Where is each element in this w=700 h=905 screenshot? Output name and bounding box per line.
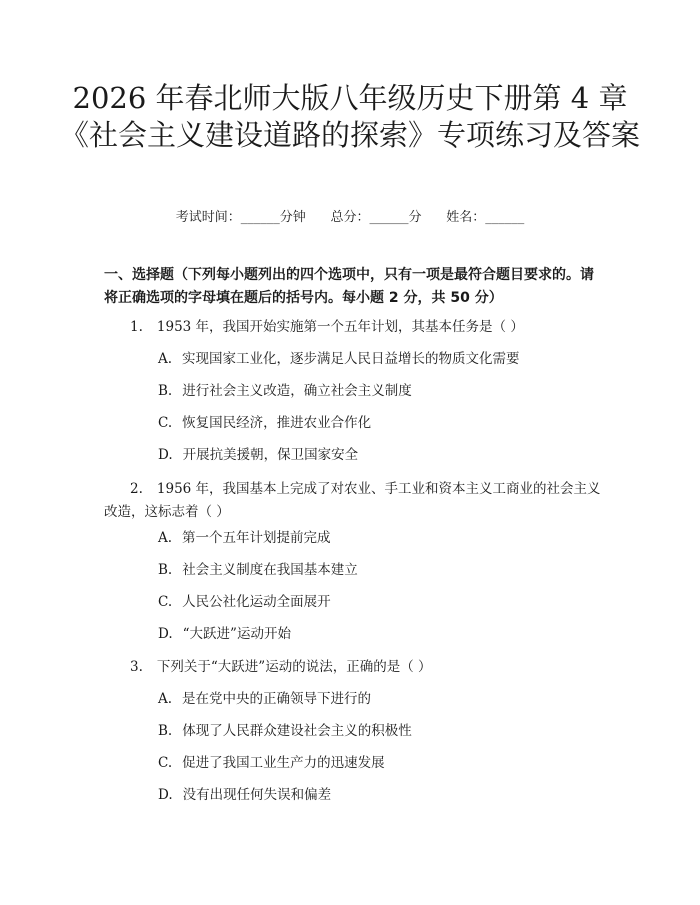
option-letter: A. xyxy=(158,530,173,546)
question-3-option-d xyxy=(158,785,598,805)
question-3-option-b xyxy=(158,721,598,741)
question-number: 2. xyxy=(130,481,143,497)
question-1-stem xyxy=(104,316,602,339)
option-letter: A. xyxy=(158,351,173,367)
question-1-option-d xyxy=(158,445,598,465)
exam-info-line: 考试时间：______分钟 总分：______分 姓名：______ xyxy=(175,210,525,225)
option-text: 进行社会主义改造，确立社会主义制度 xyxy=(182,383,412,399)
question-text: 1953 年，我国开始实施第一个五年计划，其基本任务是（ ） xyxy=(156,319,524,335)
option-text: 开展抗美援朝，保卫国家安全 xyxy=(182,447,359,463)
question-number: 3. xyxy=(130,659,143,675)
question-2-option-c xyxy=(158,592,598,612)
option-text: 社会主义制度在我国基本建立 xyxy=(182,562,358,578)
question-2-stem xyxy=(104,478,602,524)
option-text: 恢复国民经济，推进农业合作化 xyxy=(182,415,372,431)
question-3-option-a xyxy=(158,689,598,709)
option-letter: A. xyxy=(158,691,173,707)
option-text: 促进了我国工业生产力的迅速发展 xyxy=(182,755,385,771)
option-letter: B. xyxy=(158,383,173,399)
option-text: “大跃进”运动开始 xyxy=(182,626,291,642)
question-2-option-d xyxy=(158,624,598,644)
option-text: 第一个五年计划提前完成 xyxy=(182,530,331,546)
option-text: 是在党中央的正确领导下进行的 xyxy=(182,691,372,707)
section-heading: 一、选择题（下列每小题列出的四个选项中，只有一项是最符合题目要求的。请将正确选项的字母填在题后的括号内。每小题 2 分，共 50 分） xyxy=(104,267,594,306)
option-letter: C. xyxy=(158,415,173,431)
question-text: 1956 年，我国基本上完成了对农业、手工业和资本主义工商业的社会主义改造，这标志着（ ） xyxy=(104,481,601,520)
question-2-option-a xyxy=(158,528,598,548)
question-3-option-c xyxy=(158,753,598,773)
question-1-option-c xyxy=(158,413,598,433)
option-letter: C. xyxy=(158,594,173,610)
option-letter: D. xyxy=(158,626,173,642)
option-letter: B. xyxy=(158,562,173,578)
question-1-option-a xyxy=(158,349,598,369)
option-letter: D. xyxy=(158,787,173,803)
option-text: 实现国家工业化，逐步满足人民日益增长的物质文化需要 xyxy=(182,351,520,367)
option-letter: C. xyxy=(158,755,173,771)
option-text: 人民公社化运动全面展开 xyxy=(182,594,331,610)
document-title: 2026 年春北师大版八年级历史下册第 4 章《社会主义建设道路的探索》专项练习及答案 xyxy=(60,81,641,152)
question-text: 下列关于“大跃进”运动的说法，正确的是（ ） xyxy=(156,659,432,675)
question-number: 1. xyxy=(130,319,143,335)
question-2-option-b xyxy=(158,560,598,580)
question-1-option-b xyxy=(158,381,598,401)
question-3-stem xyxy=(104,656,602,679)
option-text: 体现了人民群众建设社会主义的积极性 xyxy=(182,723,412,739)
option-letter: D. xyxy=(158,447,173,463)
option-letter: B. xyxy=(158,723,173,739)
option-text: 没有出现任何失误和偏差 xyxy=(182,787,332,803)
